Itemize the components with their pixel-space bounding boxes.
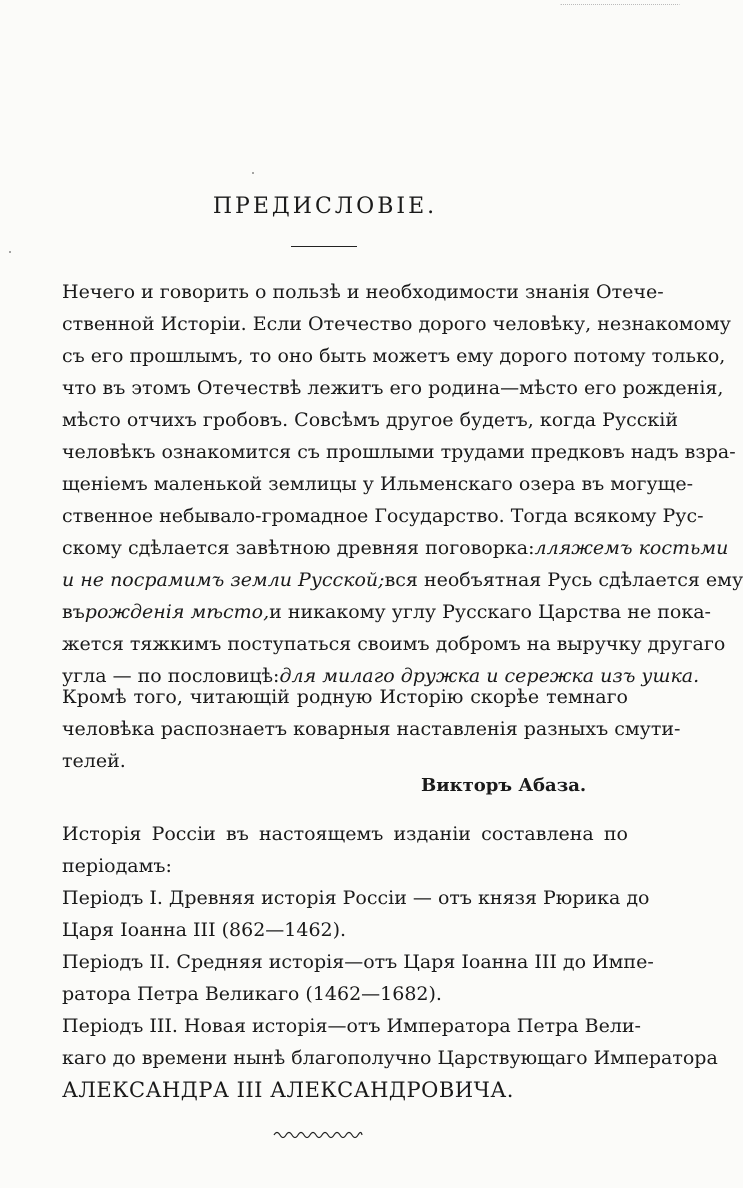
text-segment: [62, 596, 269, 628]
text-line: АЛЕКСАНДРА III АЛЕКСАНДРОВИЧА.: [62, 1078, 514, 1102]
wavy-ornament: [272, 1128, 364, 1142]
edition-note: [62, 818, 718, 1106]
ink-speck: [9, 251, 11, 253]
text-line: Періодъ I. Древняя исторія Россіи — отъ князя Рюрика до: [62, 887, 650, 909]
text-line: [62, 564, 743, 596]
text-line: щеніемъ маленькой землицы у Ильменскаго озера въ могуще-: [62, 473, 693, 495]
saying-segment: и не посрамимъ земли Русской;: [62, 569, 385, 591]
text-line: ственной Исторіи. Если Отечество дорого человѣку, незнакомому: [62, 313, 731, 335]
text-line: человѣкъ ознакомится съ прошлыми трудами предковъ надъ взра-: [62, 441, 736, 463]
saying-segment: лляжемъ костьми: [534, 537, 729, 559]
preface-paragraph-2: [62, 681, 681, 777]
text-line: телей.: [62, 750, 126, 772]
preface-paragraph-1: [62, 276, 743, 692]
text-segment: и никакому углу Русскаго Царства не пока-: [269, 601, 711, 623]
text-line: жется тяжкимъ поступаться своимъ добромъ на выручку другаго: [62, 633, 726, 655]
text-line: Періодъ III. Новая исторія—отъ Императора Петра Вели-: [62, 1015, 641, 1037]
text-line: [62, 596, 711, 628]
author-signature: Викторъ Абаза.: [421, 775, 587, 796]
text-line: [62, 532, 729, 564]
text-line: съ его прошлымъ, то оно быть можетъ ему дорого потому только,: [62, 345, 726, 367]
saying-segment: рожденія мѣсто,: [84, 601, 270, 623]
text-segment: въ: [62, 601, 85, 623]
title-rule: [291, 246, 357, 247]
text-line: ственное небывало-громадное Государство. Тогда всякому Рус-: [62, 505, 704, 527]
text-line: что въ этомъ Отечествѣ лежитъ его родина—мѣсто его рожденія,: [62, 377, 724, 399]
saying-segment: для милаго дружка и сережка изъ ушка.: [279, 665, 700, 687]
page-title: ПРЕДИСЛОВІЕ.: [212, 194, 438, 219]
text-line: Періодъ II. Средняя исторія—отъ Царя Іоанна III до Импе-: [62, 951, 654, 973]
text-line: Кромѣ того, читающій родную Исторію скорѣе темнаго: [62, 686, 628, 708]
ink-speck: [252, 172, 254, 174]
scan-noise: [560, 4, 680, 11]
text-line: Царя Іоанна III (862—1462).: [62, 919, 347, 941]
text-line: каго до времени нынѣ благополучно Царствующаго Императора: [62, 1047, 718, 1069]
text-line: Нечего и говорить о пользѣ и необходимости знанія Отече-: [62, 281, 664, 303]
text-segment: скому сдѣлается завѣтною древняя поговорка:: [62, 537, 535, 559]
text-segment: вся необъятная Русь сдѣлается ему: [384, 569, 743, 591]
text-line: человѣка распознаетъ коварныя наставленія разныхъ смути-: [62, 718, 681, 740]
text-line: мѣсто отчихъ гробовъ. Совсѣмъ другое будетъ, когда Русскій: [62, 409, 679, 431]
text-segment: угла — по пословицѣ:: [62, 665, 280, 687]
text-line: періодамъ:: [62, 855, 172, 877]
text-line: Исторія Россіи въ настоящемъ изданіи составлена по: [62, 823, 628, 845]
text-line: ратора Петра Великаго (1462—1682).: [62, 983, 442, 1005]
